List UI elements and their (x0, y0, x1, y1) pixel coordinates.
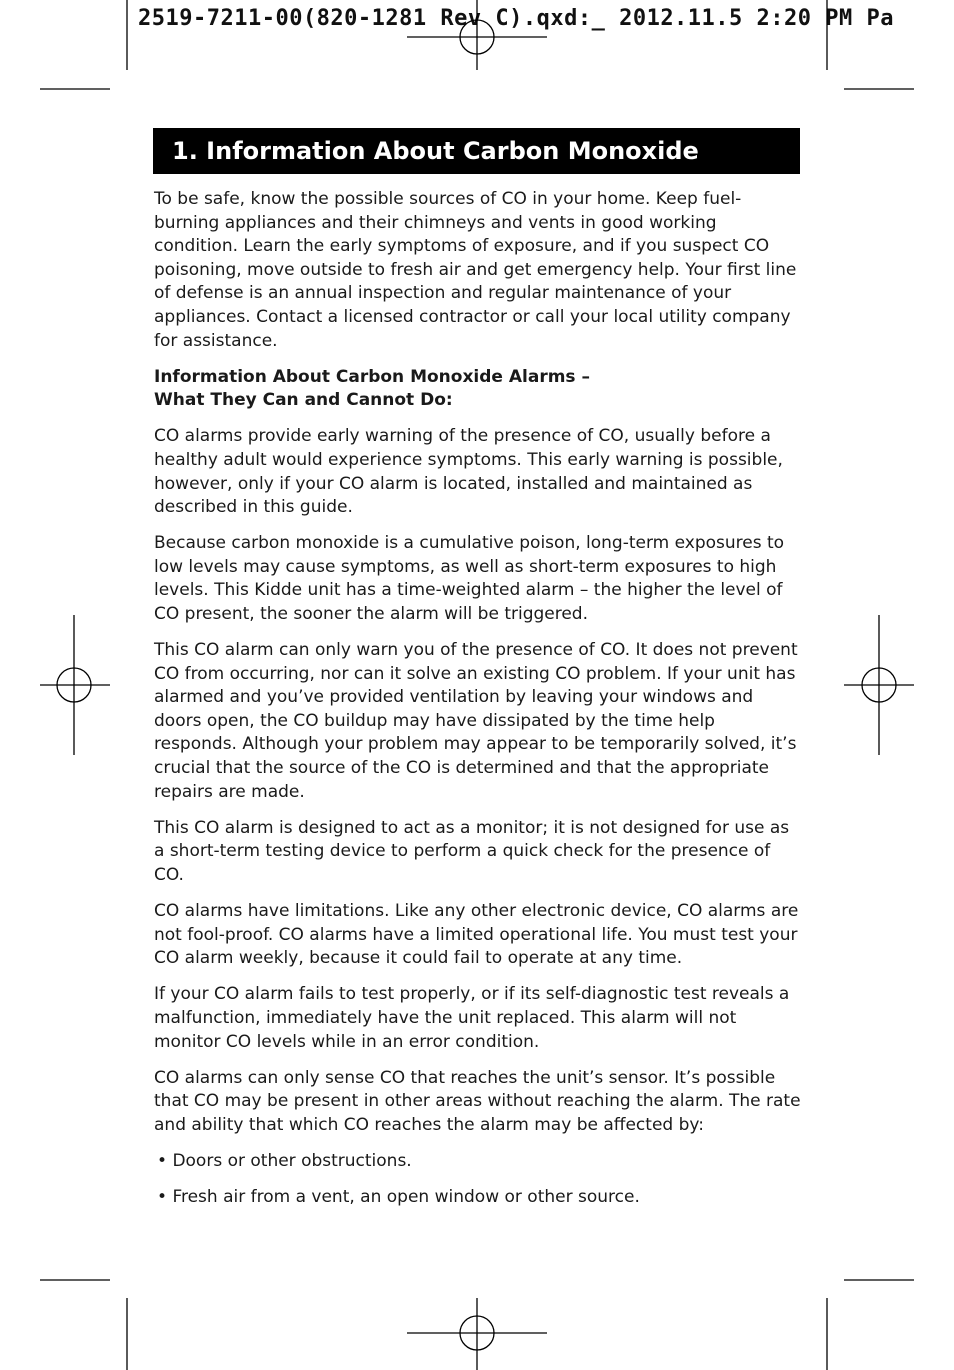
paragraph: CO alarms provide early warning of the presence of CO, usually before a healthy adult would experience symptoms. This early warning is possible, however, only if your CO alarm is located, installed and maintained as described in this guide. (154, 426, 783, 518)
section-title: 1. Information About Carbon Monoxide (153, 128, 800, 174)
bullet-item: • Fresh air from a vent, an open window or other source. (157, 1186, 802, 1210)
subheading (154, 366, 802, 413)
paragraph: If your CO alarm fails to test properly, or if its self-diagnostic test reveals a malfunction, immediately have the unit replaced. This alarm will not monitor CO levels while in an error condition. (154, 984, 790, 1052)
file-slug: 2519-7211-00(820-1281 Rev C).qxd:_ 2012.11.5 2:20 PM Pa (138, 6, 894, 31)
paragraph: CO alarms have limitations. Like any other electronic device, CO alarms are not fool-proof. CO alarms have a limited operational life. You must test your CO alarm weekly, because it could fail to operate at any time. (154, 901, 799, 969)
bullet-list (154, 1150, 802, 1210)
paragraph: CO alarms can only sense CO that reaches the unit’s sensor. It’s possible that CO may be present in other areas without reaching the alarm. The rate and ability that which CO reaches the alarm may be affected by: (154, 1067, 801, 1135)
subheading-line-2: What They Can and Cannot Do: (154, 390, 453, 411)
bullet-item: • Doors or other obstructions. (157, 1150, 802, 1174)
paragraph: This CO alarm can only warn you of the presence of CO. It does not prevent CO from occurring, nor can it solve an existing CO problem. If your unit has alarmed and you’ve provided ventilation by leaving your windows and doors open, the CO buildup may have dissipated by the time help responds. Although your problem may appear to be temporarily solved, it’s crucial that the source of the CO is determined and that the appropriate repairs are made. (154, 640, 798, 802)
paragraph: Because carbon monoxide is a cumulative poison, long-term exposures to low levels may cause symptoms, as well as short-term exposures to high levels. This Kidde unit has a time-weighted alarm – the higher the level of CO present, the sooner the alarm will be triggered. (154, 533, 785, 624)
intro-paragraph: To be safe, know the possible sources of CO in your home. Keep fuel-burning appliances and their chimneys and vents in good working condition. Learn the early symptoms of exposure, and if you suspect CO poisoning, move outside to fresh air and get emergency help. Your first line of defense is an annual inspection and regular maintenance of your appliances. Contact a licensed contractor or call your local utility company for assistance. (154, 189, 797, 351)
paragraph: This CO alarm is designed to act as a monitor; it is not designed for use as a short-term testing device to perform a quick check for the presence of CO. (154, 817, 790, 885)
body-content (154, 188, 802, 1222)
subheading-line-1: Information About Carbon Monoxide Alarms – (154, 366, 590, 387)
